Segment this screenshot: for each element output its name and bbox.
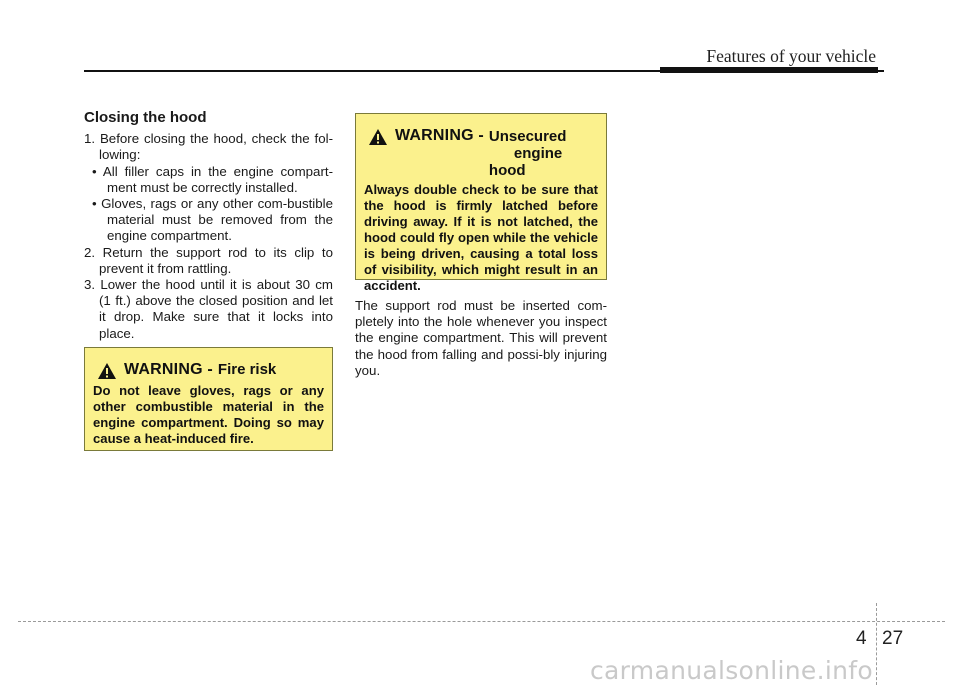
warning-body: Always double check to be sure that the hood is firmly latched before driving away. If it is not latched, the hood could fly open while the vehicle is being driven, causing a total loss of visibility, which might result in an accident.	[364, 182, 598, 293]
watermark: carmanualsonline.info	[590, 656, 873, 685]
page-number: 27	[882, 628, 904, 649]
step-text: Lower the hood until it is about 30 cm (1 ft.) above the closed position and let it drop. Make sure that it locks into place.	[99, 277, 333, 341]
bullet-text: All filler caps in the engine compart-ment must be correctly installed.	[102, 163, 333, 195]
bullet-item	[84, 196, 333, 245]
bullet-item	[84, 164, 333, 196]
footer-rule	[18, 621, 945, 622]
warning-label: WARNING -	[124, 361, 213, 378]
step-text: Return the support rod to its clip to prevent it from rattling.	[99, 244, 333, 276]
step-3	[84, 277, 333, 342]
warning-subject-line-1: Unsecured	[488, 128, 567, 145]
step-number: 3.	[84, 277, 96, 293]
warning-subject-line-2: engine hood	[488, 145, 563, 179]
warning-subject	[489, 128, 598, 179]
bullet-icon: •	[92, 163, 103, 179]
warning-triangle-icon	[368, 128, 388, 146]
header-rule-accent	[660, 67, 878, 73]
bullet-icon: •	[92, 196, 102, 212]
warning-header	[364, 128, 598, 179]
chapter-header-title: Features of your vehicle	[706, 46, 876, 66]
warning-label: WARNING -	[395, 127, 484, 144]
section-title: Closing the hood	[84, 109, 207, 126]
footer-divider	[876, 603, 877, 685]
warning-box-unsecured-hood	[355, 113, 607, 293]
support-rod-paragraph: The support rod must be inserted com-pletely into the hole whenever you inspect the engine compartment. This will prevent the hood from falling and possi-bly injuring you.	[355, 298, 607, 378]
step-text: Before closing the hood, check the fol-lowing:	[99, 131, 333, 163]
bullet-text: Gloves, rags or any other com-bustible material must be removed from the engine compartment.	[101, 196, 333, 244]
chapter-number: 4	[856, 628, 867, 649]
step-number: 1.	[84, 131, 96, 147]
warning-header	[93, 362, 324, 380]
step-2	[84, 245, 333, 277]
step-number: 2.	[84, 244, 96, 260]
warning-triangle-icon	[97, 362, 117, 380]
warning-box-fire-risk	[84, 347, 333, 451]
closing-hood-section	[84, 110, 333, 342]
step-1	[84, 131, 333, 163]
warning-body: Do not leave gloves, rags or any other combustible material in the engine compartment. Doing so may cause a heat-induced fire.	[93, 383, 324, 446]
warning-subject: Fire risk	[217, 361, 277, 378]
